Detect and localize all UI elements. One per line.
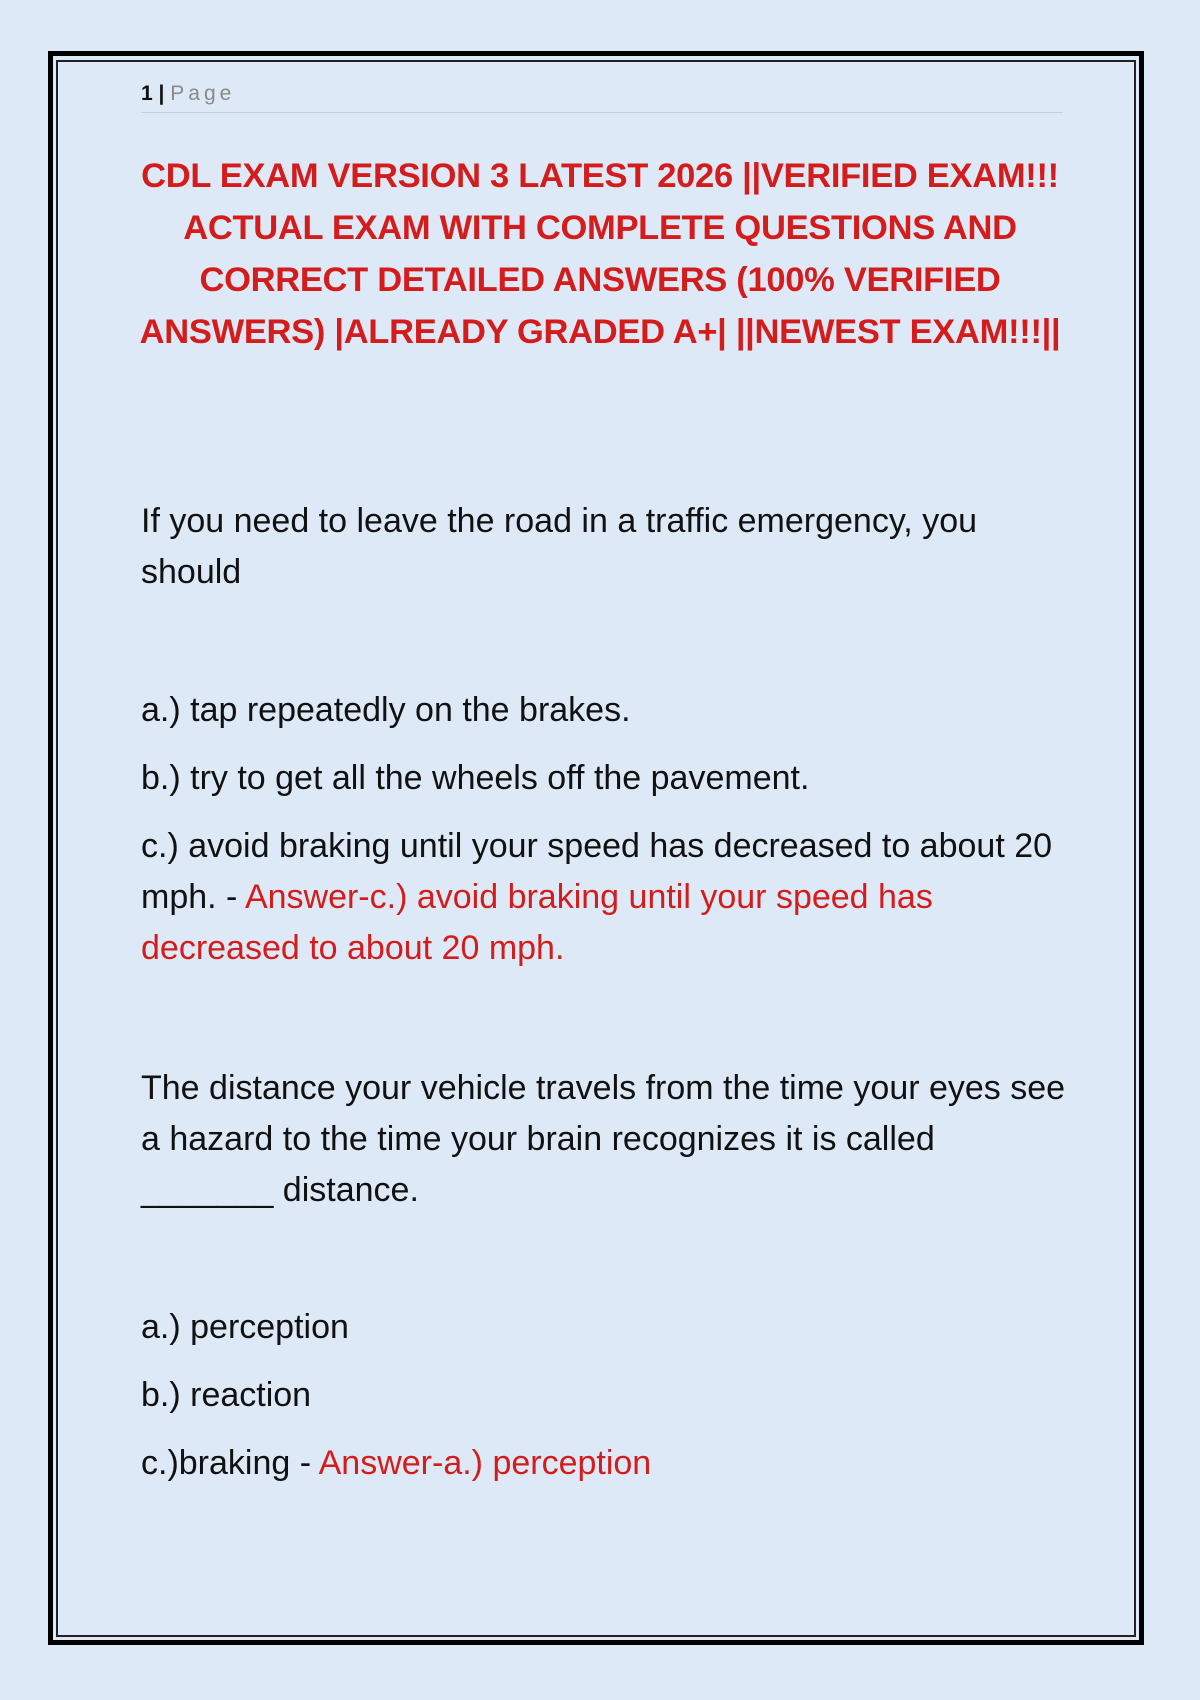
question-2-option-c [141,1438,1071,1489]
question-1-text: If you need to leave the road in a traffic emergency, you should [141,502,978,591]
question-2-text: The distance your vehicle travels from the time your eyes see a hazard to the time your brain recognizes it is called _______ distance. [141,1069,1066,1209]
question-1-option-b: b.) try to get all the wheels off the pavement. [141,759,810,797]
question-1-answer: Answer-c.) avoid braking until your speed has decreased to about 20 mph. [141,878,933,967]
page-header [141,80,1063,113]
page-separator: | [158,82,165,105]
question-2-answer: Answer-a.) perception [318,1444,652,1482]
page-label: Page [170,82,236,105]
question-2-option-a: a.) perception [141,1308,349,1346]
page-number: 1 [141,82,153,105]
document-title: CDL EXAM VERSION 3 LATEST 2026 ||VERIFIED EXAM!!! ACTUAL EXAM WITH COMPLETE QUESTIONS AND CORRECT DETAILED ANSWERS (100% VERIFIED ANSWERS) |ALREADY GRADED A+| ||NEWEST EXAM!!!|| [139,157,1061,351]
question-2-option-b: b.) reaction [141,1376,312,1414]
question-1-option-c [141,821,1071,974]
question-1-option-a: a.) tap repeatedly on the brakes. [141,691,631,729]
question-2-option-c-text: c.)braking - [141,1444,319,1482]
question-1-option-c-text: c.) avoid braking until your speed has decreased to about 20 mph. - [141,827,1053,916]
